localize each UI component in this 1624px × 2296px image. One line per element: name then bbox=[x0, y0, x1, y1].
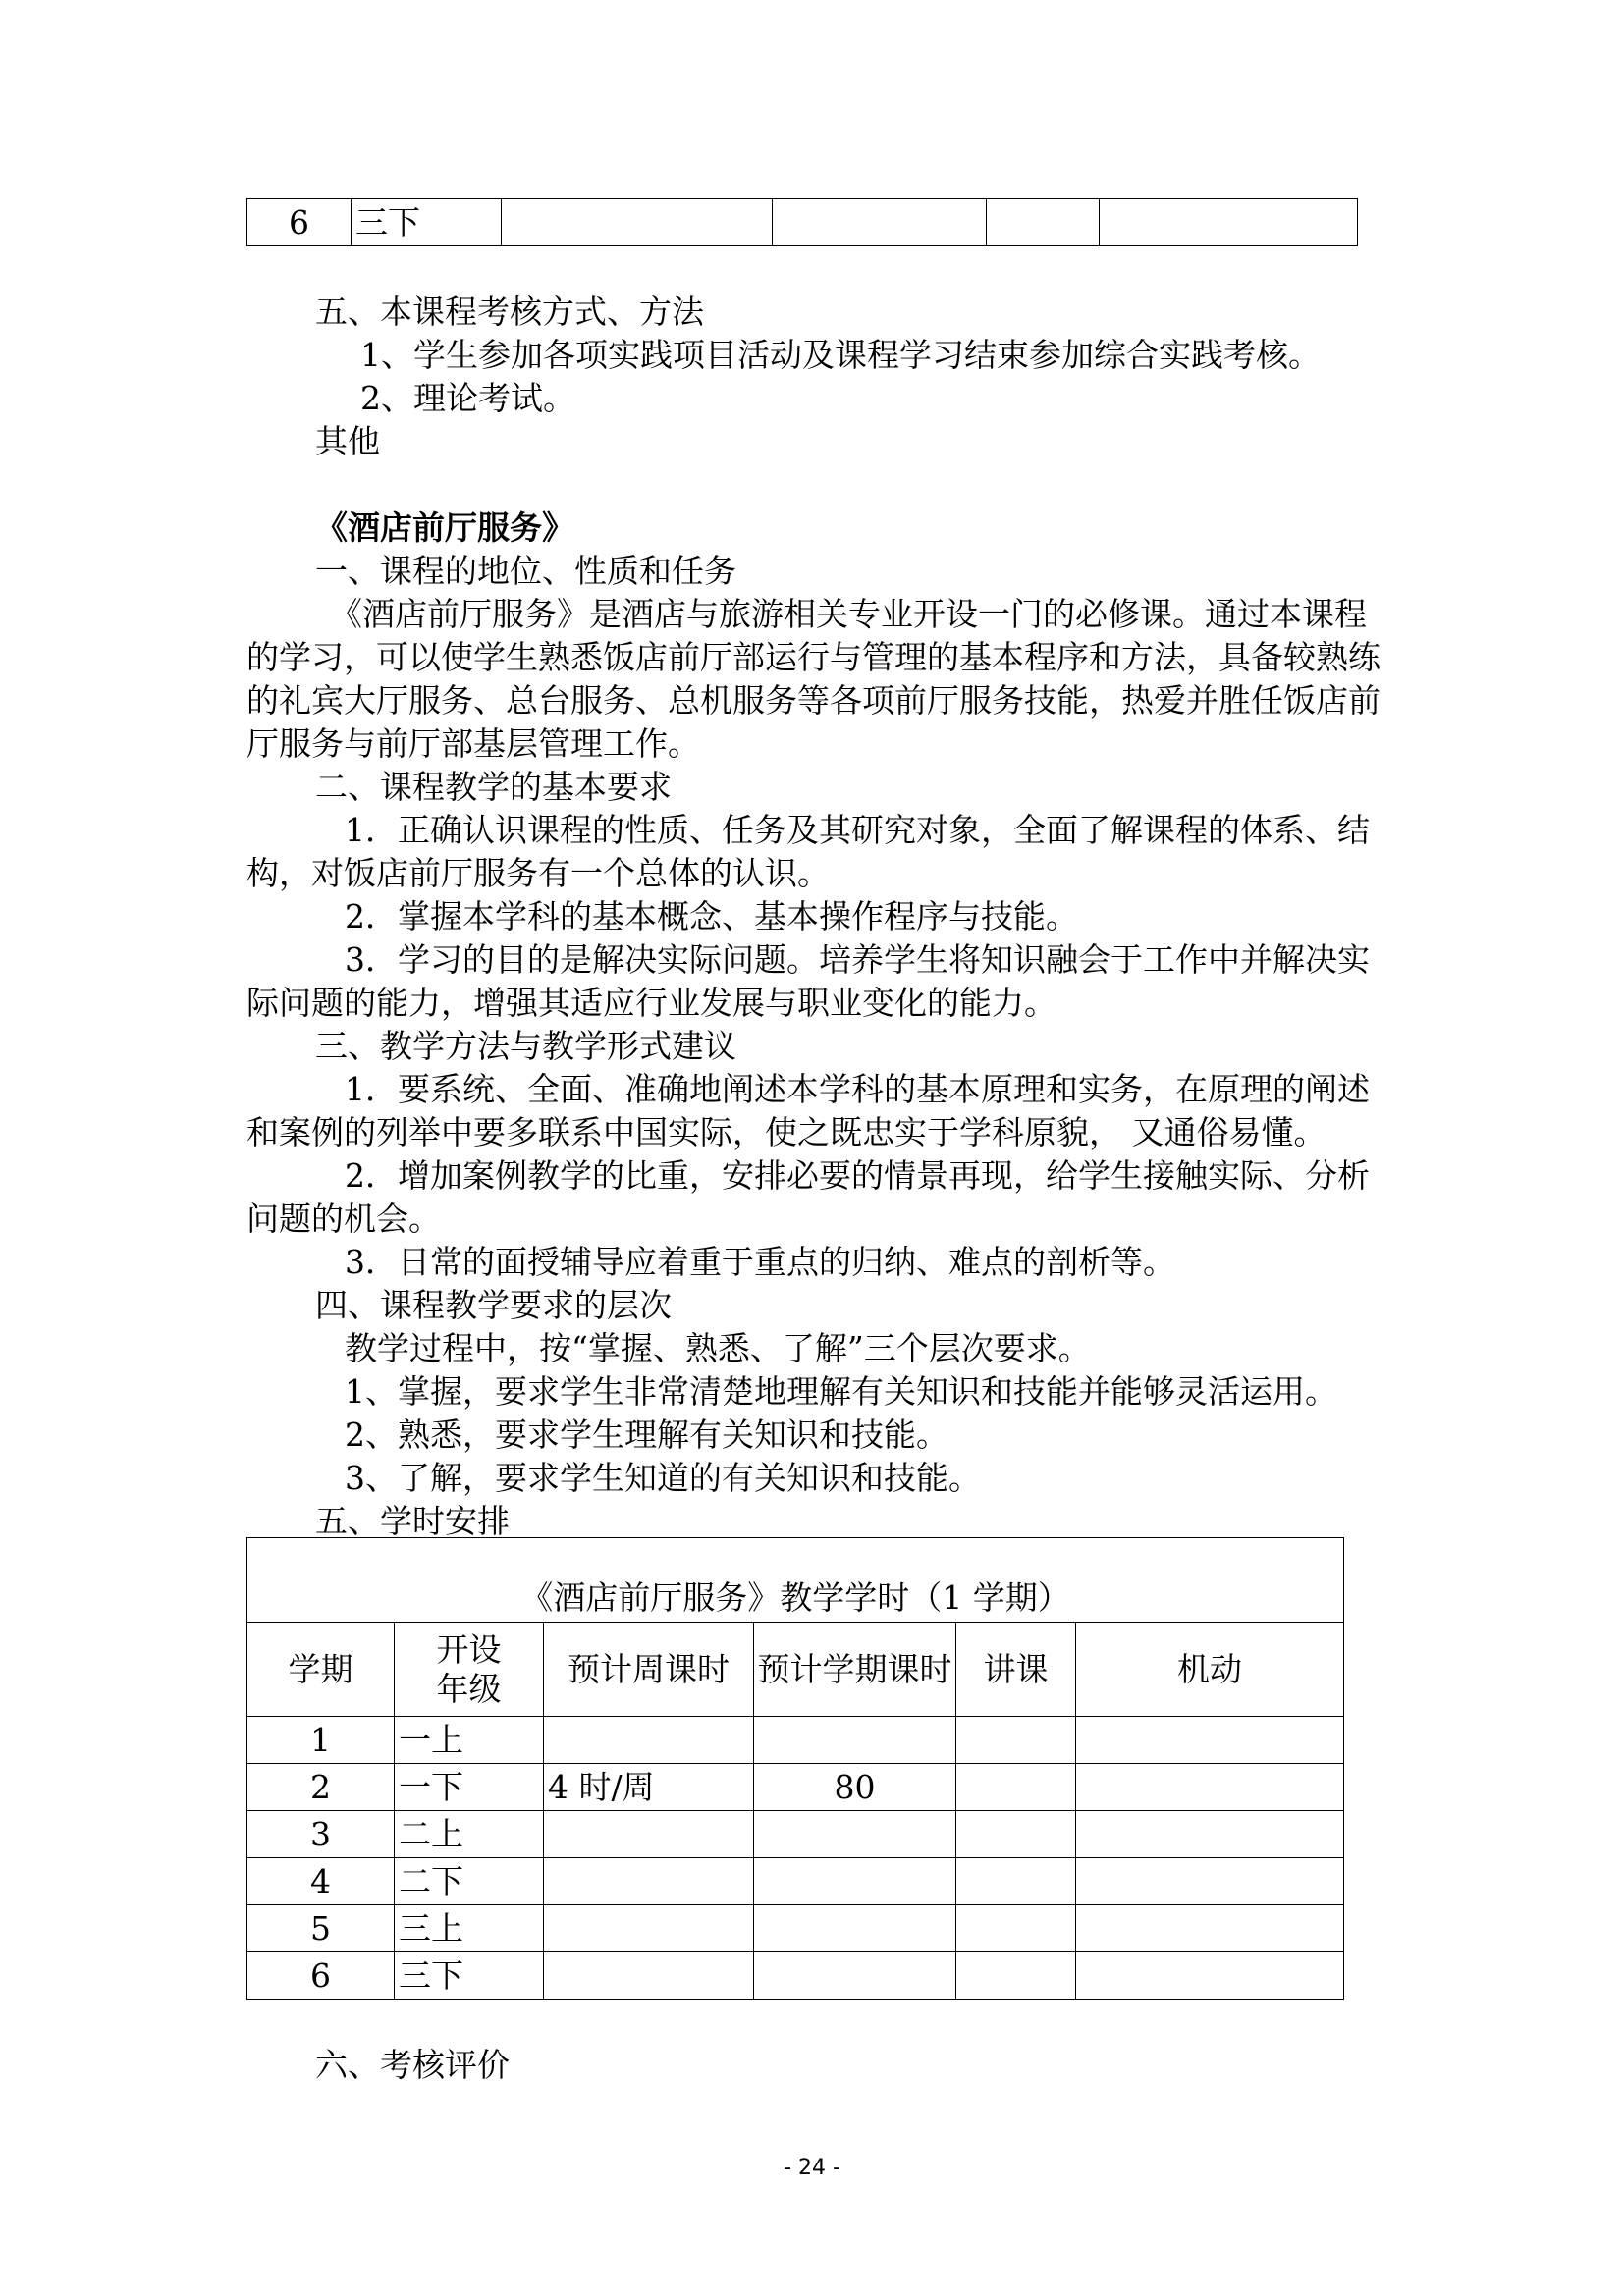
paragraph-line: 其他 bbox=[315, 422, 380, 460]
paragraph-line: 的礼宾大厅服务、总台服务、总机服务等各项前厅服务技能，热爱并胜任饭店前 bbox=[246, 681, 1380, 720]
table-cell: 二下 bbox=[395, 1858, 544, 1905]
schedule-table bbox=[246, 1537, 1344, 2000]
table-row bbox=[247, 1905, 1344, 1952]
table-cell bbox=[754, 1952, 956, 2000]
paragraph-line: 1、学生参加各项实践项目活动及课程学习结束参加综合实践考核。 bbox=[360, 336, 1321, 374]
table-cell: 三下 bbox=[395, 1952, 544, 2000]
table-cell bbox=[956, 1717, 1076, 1764]
table-cell bbox=[544, 1952, 754, 2000]
paragraph-line: 3．学习的目的是解决实际问题。培养学生将知识融会于工作中并解决实 bbox=[345, 940, 1370, 979]
table-cell: 5 bbox=[247, 1905, 395, 1952]
paragraph-line: 3、了解，要求学生知道的有关知识和技能。 bbox=[345, 1459, 981, 1497]
section-heading: 一、课程的地位、性质和任务 bbox=[315, 552, 736, 590]
table-cell bbox=[544, 1905, 754, 1952]
table-cell bbox=[754, 1858, 956, 1905]
table-cell bbox=[773, 199, 987, 246]
table-cell: 3 bbox=[247, 1811, 395, 1858]
table-header-cell: 预计周课时 bbox=[544, 1623, 754, 1717]
paragraph-line: 厅服务与前厅部基层管理工作。 bbox=[246, 724, 700, 763]
table-cell bbox=[1100, 199, 1358, 246]
paragraph-line: 构，对饭店前厅服务有一个总体的认识。 bbox=[246, 854, 830, 892]
section-heading: 五、学时安排 bbox=[315, 1502, 510, 1540]
table-cell bbox=[1076, 1811, 1344, 1858]
table-cell bbox=[956, 1764, 1076, 1811]
table-cell: 6 bbox=[247, 1952, 395, 2000]
paragraph-line: 1．要系统、全面、准确地阐述本学科的基本原理和实务，在原理的阐述 bbox=[345, 1070, 1370, 1108]
table-cell: 一下 bbox=[395, 1764, 544, 1811]
section-heading: 六、考核评价 bbox=[315, 2046, 510, 2084]
paragraph-line: 《酒店前厅服务》是酒店与旅游相关专业开设一门的必修课。通过本课程 bbox=[330, 595, 1367, 633]
table-cell bbox=[1076, 1764, 1344, 1811]
table-cell: 4 时/周 bbox=[544, 1764, 754, 1811]
table-row bbox=[247, 1811, 1344, 1858]
section-heading: 五、本课程考核方式、方法 bbox=[315, 293, 704, 331]
table-row bbox=[247, 1858, 1344, 1905]
table-cell: 4 bbox=[247, 1858, 395, 1905]
section-heading: 四、课程教学要求的层次 bbox=[315, 1286, 672, 1324]
table-header-row bbox=[247, 1623, 1344, 1717]
table-cell bbox=[754, 1811, 956, 1858]
paragraph-line: 1、掌握，要求学生非常清楚地理解有关知识和技能并能够灵活运用。 bbox=[345, 1372, 1337, 1411]
paragraph-line: 2．增加案例教学的比重，安排必要的情景再现，给学生接触实际、分析 bbox=[345, 1156, 1370, 1195]
table-row bbox=[247, 1717, 1344, 1764]
table-cell bbox=[956, 1858, 1076, 1905]
table-cell: 三上 bbox=[395, 1905, 544, 1952]
paragraph-line: 3．日常的面授辅导应着重于重点的归纳、难点的剖析等。 bbox=[345, 1243, 1175, 1281]
paragraph-line: 际问题的能力，增强其适应行业发展与职业变化的能力。 bbox=[246, 984, 1056, 1022]
paragraph-line: 1．正确认识课程的性质、任务及其研究对象，全面了解课程的体系、结 bbox=[345, 811, 1370, 849]
table-caption: 《酒店前厅服务》教学学时（1 学期） bbox=[247, 1538, 1344, 1623]
table-cell: 80 bbox=[754, 1764, 956, 1811]
paragraph-line: 2、熟悉，要求学生理解有关知识和技能。 bbox=[345, 1415, 948, 1454]
table-cell bbox=[544, 1811, 754, 1858]
table-cell bbox=[502, 199, 773, 246]
table-row bbox=[247, 1764, 1344, 1811]
table-header-cell: 预计学期课时 bbox=[754, 1623, 956, 1717]
table-cell bbox=[544, 1717, 754, 1764]
table-cell: 三下 bbox=[352, 199, 502, 246]
table-cell: 一上 bbox=[395, 1717, 544, 1764]
paragraph-line: 和案例的列举中要多联系中国实际，使之既忠实于学科原貌， 又通俗易懂。 bbox=[246, 1113, 1326, 1151]
table-row bbox=[247, 1952, 1344, 2000]
paragraph-line: 2．掌握本学科的基本概念、基本操作程序与技能。 bbox=[345, 897, 1078, 935]
table-cell bbox=[544, 1858, 754, 1905]
paragraph-line: 2、理论考试。 bbox=[360, 379, 575, 417]
table-cell: 2 bbox=[247, 1764, 395, 1811]
section-heading: 三、教学方法与教学形式建议 bbox=[315, 1027, 736, 1065]
table-header-cell: 学期 bbox=[247, 1623, 395, 1717]
table-cell bbox=[956, 1952, 1076, 2000]
table-cell: 二上 bbox=[395, 1811, 544, 1858]
table-header-cell: 机动 bbox=[1076, 1623, 1344, 1717]
course-title: 《酒店前厅服务》 bbox=[315, 508, 574, 547]
table-header-cell: 开设 年级 bbox=[395, 1623, 544, 1717]
paragraph-line: 的学习，可以使学生熟悉饭店前厅部运行与管理的基本程序和方法，具备较熟练 bbox=[246, 638, 1380, 676]
paragraph-line: 教学过程中，按“掌握、熟悉、了解”三个层次要求。 bbox=[345, 1329, 1091, 1367]
table-cell bbox=[754, 1717, 956, 1764]
table-cell bbox=[754, 1905, 956, 1952]
table-cell bbox=[987, 199, 1100, 246]
table-cell bbox=[1076, 1858, 1344, 1905]
paragraph-line: 问题的机会。 bbox=[246, 1200, 441, 1238]
table-cell bbox=[1076, 1905, 1344, 1952]
table-cell bbox=[956, 1905, 1076, 1952]
table-cell: 6 bbox=[247, 199, 352, 246]
table-cell bbox=[956, 1811, 1076, 1858]
table-cell: 1 bbox=[247, 1717, 395, 1764]
table-header-cell: 讲课 bbox=[956, 1623, 1076, 1717]
previous-course-table bbox=[246, 198, 1358, 246]
table-cell bbox=[1076, 1717, 1344, 1764]
table-caption-row bbox=[247, 1538, 1344, 1623]
page-number: - 24 - bbox=[784, 2156, 840, 2180]
table-row bbox=[247, 199, 1358, 246]
section-heading: 二、课程教学的基本要求 bbox=[315, 768, 672, 806]
table-cell bbox=[1076, 1952, 1344, 2000]
